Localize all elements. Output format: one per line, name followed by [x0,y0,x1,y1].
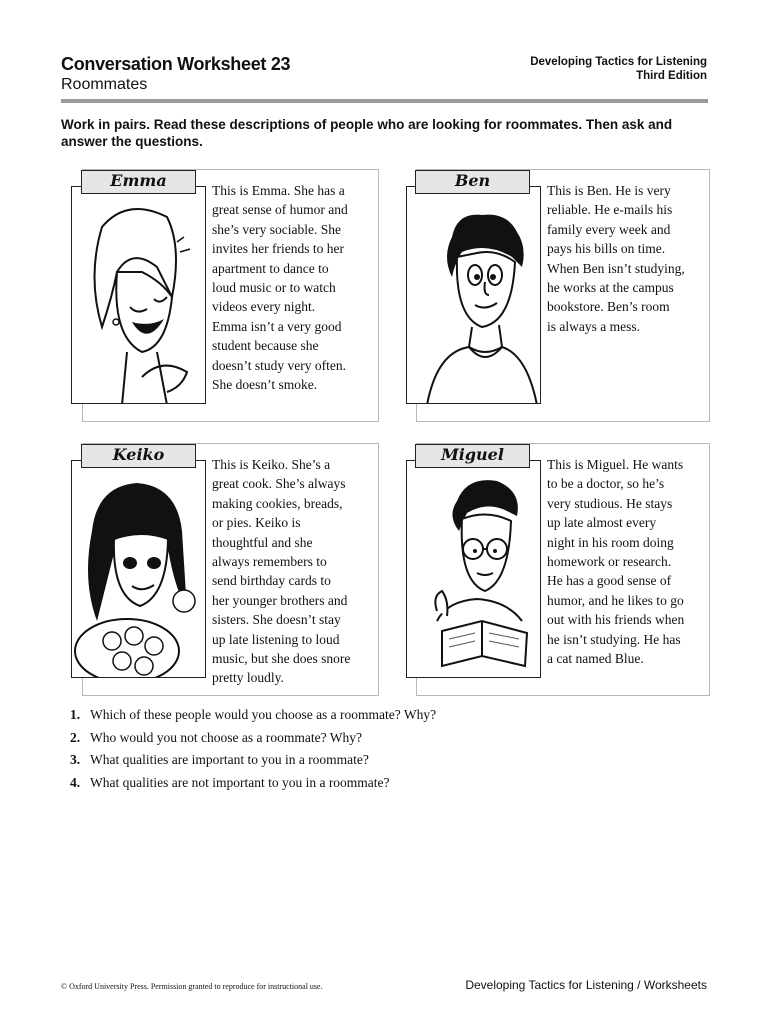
book-edition: Third Edition [636,70,707,82]
name-label: Miguel [415,444,530,468]
instructions: Work in pairs. Read these descriptions of people who are looking for roommates. Then ask and answer the questions. [61,117,673,149]
header-divider [61,99,708,103]
person-description: This is Keiko. She’s a great cook. She’s always making cookies, breads, or pies. Keiko is thoughtful and she always remembers to send birthday cards to her younger brothers and sisters. She doesn’t stay up late listening to loud music, but she does snore pretty loudly. [212,457,351,686]
book-title: Developing Tactics for Listening [530,56,707,68]
question-item [70,772,436,795]
person-description: This is Ben. He is very reliable. He e-mails his family every week and pays his bills on time. When Ben isn’t studying, he works at the campus bookstore. Ben’s room is always a mess. [547,183,685,334]
copyright-notice: © Oxford University Press. Permission granted to reproduce for instructional use. [61,982,323,991]
question-number: 1. [70,707,81,722]
worksheet-subtitle: Roommates [61,76,148,93]
worksheet-title: Conversation Worksheet 23 [61,54,291,74]
question-number: 4. [70,774,81,790]
keiko-portrait [71,460,206,678]
question-item [70,704,436,727]
ben-portrait [406,186,541,404]
book-info [530,55,707,83]
question-list [70,704,436,794]
person-description: This is Emma. She has a great sense of humor and she’s very sociable. She invites her friends to her apartment to dance to loud music or to watch videos every night. Emma isn’t a very good student because she doesn’t study very often. She doesn’t smoke. [212,183,348,393]
person-description: This is Miguel. He wants to be a doctor, so he’s very studious. He stays up late almost every night in his room doing homework or research. He has a good sense of humor, and he likes to go out with his friends when he isn’t studying. He has a cat named Blue. [547,457,685,667]
question-item [70,749,436,772]
question-number: 3. [70,752,81,767]
series-footer: Developing Tactics for Listening / Worksheets [465,978,707,992]
question-text: Who would you not choose as a roommate? Why? [90,729,362,745]
name-label: Ben [415,170,530,194]
miguel-portrait [406,460,541,678]
question-item [70,727,436,750]
name-label: Keiko [81,444,196,468]
question-text: What qualities are not important to you in a roommate? [90,774,390,790]
question-number: 2. [70,729,81,745]
question-text: Which of these people would you choose as a roommate? Why? [90,707,437,722]
name-label: Emma [81,170,196,194]
question-text: What qualities are important to you in a roommate? [90,752,369,767]
emma-portrait [71,186,206,404]
